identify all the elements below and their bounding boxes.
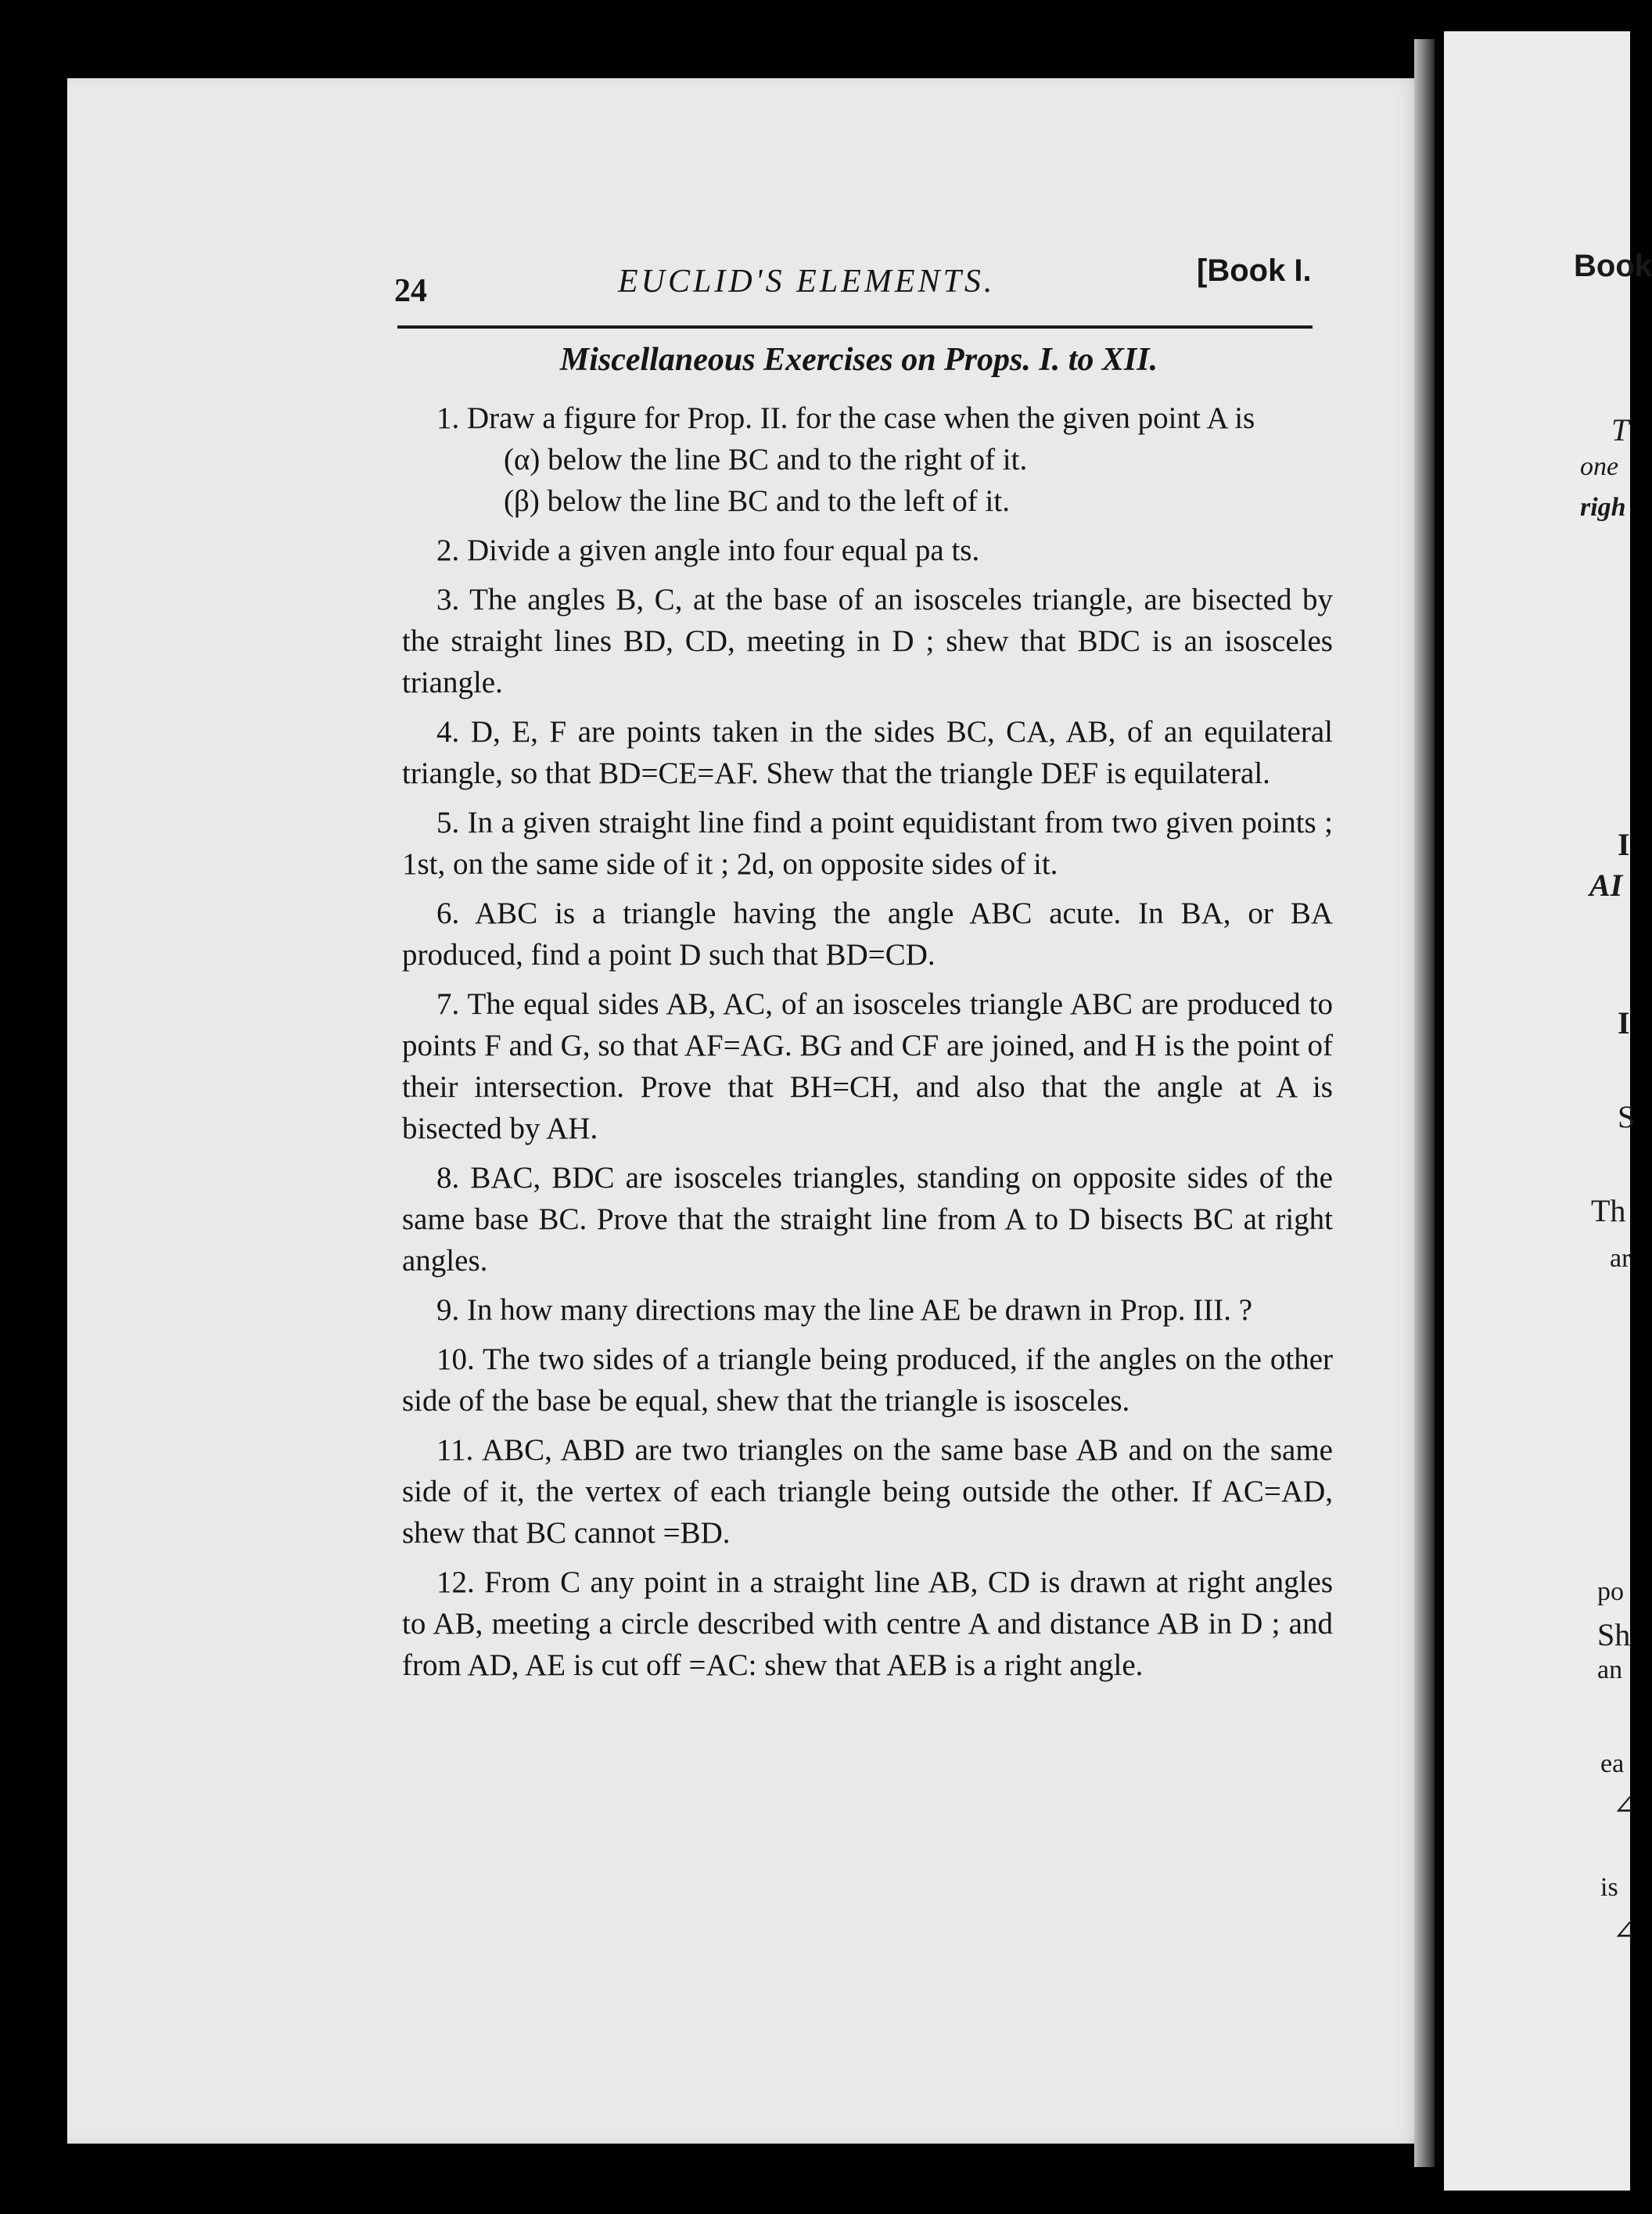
right-fragment: one bbox=[1580, 452, 1619, 481]
exercise-text: 6. ABC is a triangle having the angle ABC acute. In BA, or BA produced, find a point D such that BD=CD. bbox=[402, 897, 1333, 972]
exercise-7 bbox=[402, 983, 1333, 1149]
right-fragment: AI bbox=[1589, 868, 1623, 903]
exercise-subitem: (β) below the line BC and to the left of it. bbox=[504, 484, 1010, 518]
exercise-text: 12. From C any point in a straight line AB, CD is drawn at right angles to AB, meeting a circle described with centre A and distance AB in D ; and from AD, AE is cut off =AC: shew that AEB is a right angle. bbox=[402, 1565, 1333, 1682]
exercise-9 bbox=[402, 1289, 1333, 1331]
exercise-2 bbox=[402, 530, 1333, 571]
right-fragment: po bbox=[1597, 1577, 1624, 1606]
right-fragment: S bbox=[1618, 1099, 1636, 1134]
right-fragment: righ bbox=[1580, 493, 1626, 522]
page-fold bbox=[1414, 39, 1435, 2167]
right-fragment: Sh bbox=[1597, 1617, 1631, 1652]
exercise-6 bbox=[402, 893, 1333, 976]
exercise-subitem: (α) below the line BC and to the right of it. bbox=[504, 443, 1028, 476]
right-fragment: T bbox=[1611, 412, 1629, 447]
exercise-11 bbox=[402, 1429, 1333, 1554]
running-title: EUCLID'S ELEMENTS. bbox=[618, 264, 996, 300]
right-fragment: ∠ bbox=[1613, 1917, 1636, 1946]
exercise-text: 7. The equal sides AB, AC, of an isosceles triangle ABC are produced to points F and G, so that AF=AG. BG and CF are joined, and H is the point of their intersection. Prove that BH=CH, and also that the angle at A is bisected by AH. bbox=[402, 987, 1333, 1145]
right-fragment: ar bbox=[1610, 1244, 1631, 1273]
exercise-text: 4. D, E, F are points taken in the sides BC, CA, AB, of an equilateral triangle, so that BD=CE=AF. Shew that the triangle DEF is equilateral. bbox=[402, 715, 1333, 790]
exercise-1 bbox=[402, 397, 1333, 522]
right-fragment: is bbox=[1600, 1873, 1618, 1902]
header-rule bbox=[397, 325, 1313, 329]
exercise-3 bbox=[402, 579, 1333, 703]
exercise-text: 9. In how many directions may the line AE be drawn in Prop. III. ? bbox=[436, 1293, 1253, 1327]
exercise-12 bbox=[402, 1562, 1333, 1686]
exercise-5 bbox=[402, 802, 1333, 885]
exercise-8 bbox=[402, 1157, 1333, 1281]
page-header bbox=[391, 235, 1330, 321]
right-fragment: Th bbox=[1591, 1193, 1626, 1228]
exercise-text: 3. The angles B, C, at the base of an isosceles triangle, are bisected by the straight lines BD, CD, meeting in D ; shew that BDC is an isosceles triangle. bbox=[402, 583, 1333, 699]
right-fragment: ea bbox=[1600, 1749, 1625, 1778]
exercise-text: 2. Divide a given angle into four equal pa ts. bbox=[436, 534, 980, 567]
exercise-text: 11. ABC, ABD are two triangles on the same base AB and on the same side of it, the vertex of each triangle being outside the other. If AC=AD, shew that BC cannot =BD. bbox=[402, 1433, 1333, 1550]
exercise-4 bbox=[402, 711, 1333, 794]
right-fragment: I bbox=[1618, 827, 1630, 862]
right-fragment: I bbox=[1618, 1005, 1630, 1041]
book-reference: [Book I. bbox=[1197, 253, 1312, 288]
exercise-text: 1. Draw a figure for Prop. II. for the case when the given point A is bbox=[436, 401, 1255, 435]
exercise-text: 10. The two sides of a triangle being produced, if the angles on the other side of the base be equal, shew that the triangle is isosceles. bbox=[402, 1342, 1333, 1418]
right-fragment: an bbox=[1597, 1655, 1623, 1684]
exercise-10 bbox=[402, 1339, 1333, 1421]
page-number: 24 bbox=[394, 273, 427, 309]
exercise-text: 8. BAC, BDC are isosceles triangles, standing on opposite sides of the same base BC. Prove that the straight line from A to D bisects BC at right angles. bbox=[402, 1161, 1333, 1278]
exercise-text: 5. In a given straight line find a point equidistant from two given points ; 1st, on the same side of it ; 2d, on opposite sides of it. bbox=[402, 806, 1333, 881]
right-page bbox=[1444, 31, 1652, 2191]
right-fragment: Book bbox=[1574, 249, 1652, 283]
exercise-list bbox=[402, 397, 1333, 1694]
section-title: Miscellaneous Exercises on Props. I. to XII. bbox=[559, 342, 1158, 378]
right-fragment: ∠ bbox=[1613, 1792, 1636, 1820]
